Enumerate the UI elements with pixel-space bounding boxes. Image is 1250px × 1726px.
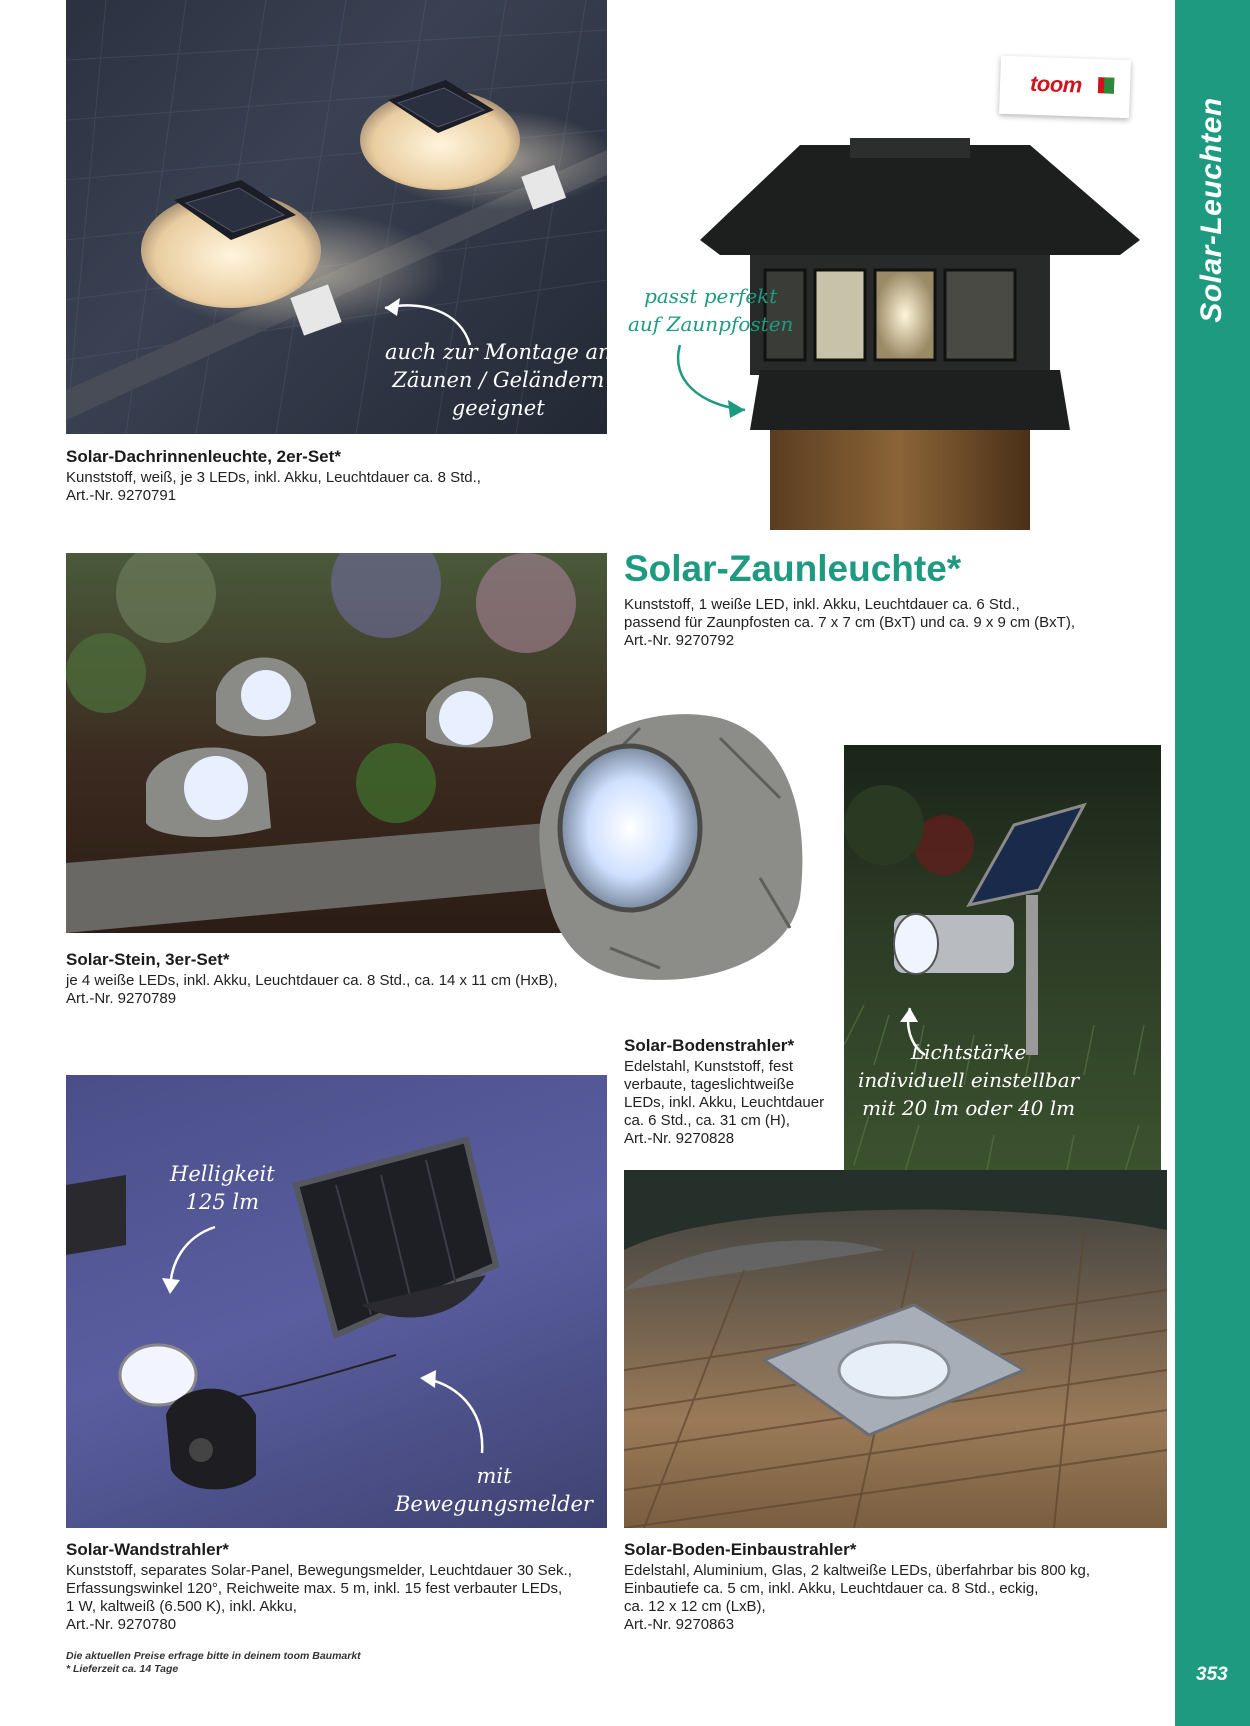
article-number: Art.-Nr. 9270789 — [66, 990, 177, 1007]
article-number: Art.-Nr. 9270863 — [624, 1616, 735, 1633]
toom-logo — [999, 56, 1131, 119]
description-line: ca. 6 Std., ca. 31 cm (H), — [624, 1112, 790, 1129]
description-line: Kunststoff, weiß, je 3 LEDs, inkl. Akku, Leuchtdauer ca. 8 Std., — [66, 469, 481, 486]
recessed-spotlight-photo — [624, 1170, 1167, 1528]
description-line: Kunststoff, 1 weiße LED, inkl. Akku, Leuchtdauer ca. 6 Std., — [624, 596, 1020, 613]
description-line: LEDs, inkl. Akku, Leuchtdauer — [624, 1094, 825, 1111]
article-number: Art.-Nr. 9270791 — [66, 487, 177, 504]
note-line: individuell einstellbar — [858, 1068, 1080, 1092]
arrow-icon — [670, 340, 760, 420]
note-line: mit 20 lm oder 40 lm — [862, 1096, 1076, 1120]
ground-spotlight-photo — [844, 745, 1161, 1203]
product-description — [66, 972, 558, 1008]
category-title: Solar-Leuchten — [1195, 97, 1228, 323]
delivery-star: * — [849, 1540, 857, 1559]
brightness-note — [170, 1160, 275, 1216]
description-line: Edelstahl, Kunststoff, fest — [624, 1058, 793, 1075]
footer-notes — [66, 1650, 361, 1676]
description-line: passend für Zaunpfosten ca. 7 x 7 cm (BxT) und ca. 9 x 9 cm (BxT), — [624, 614, 1076, 631]
featured-product-title — [624, 548, 961, 590]
note-line: passt perfekt — [644, 284, 778, 308]
product-title-text: Solar-Wandstrahler — [66, 1540, 223, 1559]
ground-spotlight-illustration — [844, 745, 1161, 1203]
page-number: 353 — [1196, 1664, 1228, 1685]
product-title-text: Solar-Dachrinnenleuchte, 2er-Set — [66, 447, 335, 466]
note-line: auch zur Montage an — [385, 340, 612, 364]
description-line: verbaute, tageslichtweiße — [624, 1076, 795, 1093]
gutter-mounting-note — [385, 338, 612, 422]
fence-post-note — [628, 282, 793, 338]
note-line: auf Zaunpfosten — [628, 312, 794, 336]
description-line: Einbautiefe ca. 5 cm, inkl. Akku, Leuchtdauer ca. 8 Std., eckig, — [624, 1580, 1039, 1597]
product-description — [624, 1058, 824, 1148]
product-description — [66, 1562, 572, 1634]
product-description — [66, 469, 481, 505]
description-line: Kunststoff, separates Solar-Panel, Bewegungsmelder, Leuchtdauer 30 Sek., — [66, 1562, 572, 1579]
note-line: Lichtstärke — [910, 1040, 1027, 1064]
delivery-star: * — [222, 950, 230, 969]
note-line: Bewegungsmelder — [395, 1492, 593, 1516]
product-title-text: Solar-Boden-Einbaustrahler — [624, 1540, 850, 1559]
wall-spotlight-illustration — [66, 1075, 607, 1528]
note-line: mit — [476, 1464, 512, 1488]
price-note: Die aktuellen Preise erfrage bitte in deinem toom Baumarkt — [66, 1650, 361, 1662]
arrow-icon — [410, 1368, 490, 1458]
note-line: 125 lm — [185, 1190, 260, 1214]
delivery-star: * — [334, 447, 341, 466]
delivery-star: * — [222, 1540, 229, 1559]
delivery-star: * — [946, 548, 962, 589]
description-line: Erfassungswinkel 120°, Reichweite max. 5 m, inkl. 15 fest verbauter LEDs, — [66, 1580, 563, 1597]
product-title — [624, 1540, 856, 1559]
large-stone-light-image — [520, 698, 810, 988]
description-line: 1 W, kaltweiß (6.500 K), inkl. Akku, — [66, 1598, 297, 1615]
logo-mark-icon — [1098, 77, 1115, 94]
product-title — [66, 1540, 229, 1559]
product-title — [624, 1036, 794, 1055]
arrow-icon — [370, 290, 480, 350]
delivery-star: * — [787, 1036, 795, 1055]
arrow-icon — [880, 1000, 940, 1060]
note-line: Helligkeit — [170, 1162, 275, 1186]
product-title — [66, 447, 341, 466]
product-title-text: Solar-Zaunleuchte — [624, 548, 947, 589]
product-title-text: Solar-Stein, 3er-Set — [66, 950, 223, 969]
article-number: Art.-Nr. 9270792 — [624, 632, 735, 649]
article-number: Art.-Nr. 9270828 — [624, 1130, 735, 1147]
logo-text: toom — [1029, 70, 1083, 98]
product-description — [624, 596, 1075, 650]
description-line: je 4 weiße LEDs, inkl. Akku, Leuchtdauer ca. 8 Std., ca. 14 x 11 cm (HxB), — [66, 972, 558, 989]
product-description — [624, 1562, 1090, 1634]
description-line: Edelstahl, Aluminium, Glas, 2 kaltweiße LEDs, überfahrbar bis 800 kg, — [624, 1562, 1091, 1579]
product-title — [66, 950, 229, 969]
arrow-icon — [160, 1222, 230, 1302]
article-number: Art.-Nr. 9270780 — [66, 1616, 177, 1633]
wall-spotlight-photo — [66, 1075, 607, 1528]
note-line: Zäunen / Geländern — [392, 368, 605, 392]
motion-sensor-note — [395, 1462, 593, 1518]
note-line: geeignet — [451, 396, 545, 420]
recessed-spotlight-illustration — [624, 1170, 1167, 1528]
product-title-text: Solar-Bodenstrahler — [624, 1036, 788, 1055]
description-line: ca. 12 x 12 cm (LxB), — [624, 1598, 766, 1615]
delivery-note: * Lieferzeit ca. 14 Tage — [66, 1663, 179, 1675]
